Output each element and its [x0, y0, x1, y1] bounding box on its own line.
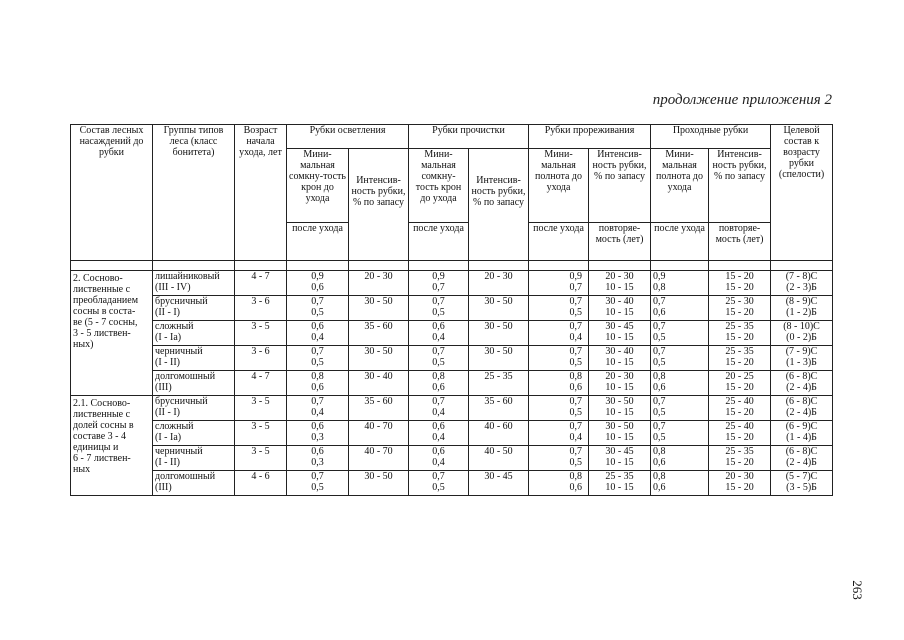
table-row	[71, 271, 833, 296]
cell-line: 0,7	[569, 346, 583, 357]
forest-type-cell	[153, 471, 235, 496]
lighting-closure-cell	[287, 421, 349, 446]
cell-line: (8 - 9)С	[785, 296, 818, 307]
cell-line: 30 - 40	[605, 296, 634, 307]
cleaning-closure-cell	[409, 271, 469, 296]
cleaning-intensity-cell: 40 - 50	[469, 446, 529, 471]
cell-line: сложный	[155, 321, 194, 332]
cell-line: 25 - 35	[725, 446, 754, 457]
cell-line: лиственные с	[73, 409, 131, 420]
cell-line: (III)	[155, 382, 172, 393]
cell-line: единицы и	[73, 442, 119, 453]
silviculture-table	[70, 124, 833, 496]
cell-line: 30 - 45	[605, 321, 634, 332]
thinning-density-cell	[529, 471, 589, 496]
cell-line: 0,6	[432, 382, 445, 393]
cell-line: долей сосны в	[73, 420, 134, 431]
cell-line: 0,6	[569, 482, 583, 493]
cell-line: 0,7	[432, 296, 445, 307]
cell-line: 0,4	[432, 332, 445, 343]
cell-line: (1 - 4)Б	[786, 432, 817, 443]
cell-line: лиственные с	[73, 284, 131, 295]
cell-line: 0,4	[311, 332, 324, 343]
cell-line: 10 - 15	[605, 457, 634, 468]
cell-line: 0,8	[653, 446, 666, 457]
cell-line: 0,7	[311, 471, 324, 482]
passing-intensity-cell	[709, 271, 771, 296]
thinning-density-cell	[529, 271, 589, 296]
cell-line: лишайниковый	[155, 271, 220, 282]
lighting-intensity-cell: 35 - 60	[349, 396, 409, 421]
target-composition-cell	[771, 296, 833, 321]
target-composition-cell	[771, 446, 833, 471]
header-passing: Проходные рубки	[651, 125, 771, 149]
cleaning-intensity-cell: 30 - 45	[469, 471, 529, 496]
passing-density-cell	[651, 421, 709, 446]
passing-intensity-cell	[709, 371, 771, 396]
cell-line: 0,9	[569, 271, 583, 282]
passing-density-cell	[651, 296, 709, 321]
cell-line: (6 - 8)С	[785, 396, 818, 407]
cell-line: (2 - 4)Б	[786, 457, 817, 468]
thinning-density-cell	[529, 371, 589, 396]
passing-density-cell	[651, 371, 709, 396]
header-lighting-intensity: Интенсив-ность рубки, % по запасу	[349, 149, 409, 261]
header-thinning-density: Мини-мальная полнота до ухода	[529, 149, 589, 223]
group-label	[71, 396, 153, 496]
cell-line: (7 - 9)С	[785, 346, 818, 357]
cell-line: (III - IV)	[155, 282, 191, 293]
lighting-intensity-cell: 40 - 70	[349, 446, 409, 471]
cell-line: (6 - 8)С	[785, 371, 818, 382]
cell-line: (0 - 2)Б	[786, 332, 817, 343]
start-age-cell: 3 - 5	[235, 421, 287, 446]
cell-line: 0,5	[653, 407, 666, 418]
cell-line: (II - I)	[155, 307, 180, 318]
cell-line: 0,5	[569, 307, 583, 318]
cell-line: 0,5	[432, 482, 445, 493]
lighting-intensity-cell: 30 - 50	[349, 471, 409, 496]
lighting-intensity-cell: 40 - 70	[349, 421, 409, 446]
cell-line: 0,4	[311, 407, 324, 418]
passing-density-cell	[651, 396, 709, 421]
lighting-closure-cell	[287, 371, 349, 396]
cell-line: (I - II)	[155, 357, 180, 368]
cell-line: 10 - 15	[605, 307, 634, 318]
lighting-closure-cell	[287, 346, 349, 371]
table-row	[71, 371, 833, 396]
lighting-closure-cell	[287, 396, 349, 421]
cell-line: 0,4	[569, 332, 583, 343]
cleaning-intensity-cell: 40 - 60	[469, 421, 529, 446]
cell-line: 0,4	[569, 432, 583, 443]
cell-line: 6 - 7 листвен-	[73, 453, 131, 464]
cell-line: 0,5	[311, 307, 324, 318]
cleaning-intensity-cell: 25 - 35	[469, 371, 529, 396]
cell-line: 15 - 20	[725, 457, 754, 468]
cell-line: сосны в соста-	[73, 306, 136, 317]
cleaning-closure-cell	[409, 446, 469, 471]
cell-line: 0,6	[311, 382, 324, 393]
lighting-closure-cell	[287, 271, 349, 296]
cell-line: 0,6	[432, 421, 445, 432]
forest-type-cell	[153, 346, 235, 371]
cell-line: ве (5 - 7 сосны,	[73, 317, 138, 328]
cleaning-intensity-cell: 30 - 50	[469, 346, 529, 371]
cell-line: долгомошный	[155, 371, 216, 382]
cell-line: 0,7	[432, 282, 445, 293]
cell-line: 0,4	[432, 432, 445, 443]
header-target: Целевой состав к возрасту рубки (спелости)	[771, 125, 833, 261]
cell-line: 25 - 35	[605, 471, 634, 482]
header-lighting: Рубки осветления	[287, 125, 409, 149]
cell-line: (2 - 3)Б	[786, 282, 817, 293]
cell-line: 0,8	[569, 471, 583, 482]
cell-line: 30 - 50	[605, 396, 634, 407]
cell-line: 0,9	[653, 271, 666, 282]
forest-type-cell	[153, 371, 235, 396]
lighting-closure-cell	[287, 296, 349, 321]
passing-intensity-cell	[709, 446, 771, 471]
target-composition-cell	[771, 371, 833, 396]
cell-line: 0,7	[311, 396, 324, 407]
cell-line: 20 - 25	[725, 371, 754, 382]
cell-line: черничный	[155, 446, 203, 457]
thinning-density-cell	[529, 346, 589, 371]
start-age-cell: 3 - 6	[235, 296, 287, 321]
forest-type-cell	[153, 396, 235, 421]
cleaning-intensity-cell: 35 - 60	[469, 396, 529, 421]
target-composition-cell	[771, 471, 833, 496]
cell-line: (6 - 8)С	[785, 446, 818, 457]
header-thinning-after: после ухода	[529, 223, 589, 261]
cell-line: 0,5	[432, 357, 445, 368]
cell-line: 15 - 20	[725, 407, 754, 418]
cell-line: 0,6	[653, 307, 666, 318]
lighting-closure-cell	[287, 471, 349, 496]
cell-line: 25 - 35	[725, 346, 754, 357]
cell-line: брусничный	[155, 396, 208, 407]
cell-line: 0,7	[653, 296, 666, 307]
cell-line: 0,8	[432, 371, 445, 382]
group-label	[71, 271, 153, 396]
thinning-intensity-cell	[589, 346, 651, 371]
header-spacer	[71, 261, 833, 271]
thinning-intensity-cell	[589, 371, 651, 396]
page-number: 263	[849, 580, 865, 600]
forest-type-cell	[153, 296, 235, 321]
thinning-density-cell	[529, 321, 589, 346]
forest-type-cell	[153, 271, 235, 296]
cell-line: 0,7	[569, 446, 583, 457]
passing-density-cell	[651, 471, 709, 496]
target-composition-cell	[771, 421, 833, 446]
cell-line: 0,6	[311, 321, 324, 332]
table-row	[71, 321, 833, 346]
cell-line: (II - I)	[155, 407, 180, 418]
forest-type-cell	[153, 446, 235, 471]
header-cleaning-after: после ухода	[409, 223, 469, 261]
passing-density-cell	[651, 446, 709, 471]
cell-line: 0,7	[432, 396, 445, 407]
cell-line: 0,6	[653, 382, 666, 393]
table-row	[71, 396, 833, 421]
cell-line: 10 - 15	[605, 432, 634, 443]
cell-line: (1 - 2)Б	[786, 307, 817, 318]
cell-line: 15 - 20	[725, 482, 754, 493]
cell-line: 0,7	[569, 396, 583, 407]
cell-line: ных)	[73, 339, 94, 350]
cell-line: 0,3	[311, 457, 324, 468]
cell-line: 0,5	[432, 307, 445, 318]
lighting-intensity-cell: 30 - 50	[349, 296, 409, 321]
passing-intensity-cell	[709, 421, 771, 446]
header-cleaning: Рубки прочистки	[409, 125, 529, 149]
cell-line: (1 - 3)Б	[786, 357, 817, 368]
header-composition: Состав лесных насаждений до рубки	[71, 125, 153, 261]
thinning-intensity-cell	[589, 396, 651, 421]
table-row	[71, 446, 833, 471]
cell-line: 0,6	[311, 282, 324, 293]
cell-line: 0,7	[653, 346, 666, 357]
cell-line: (7 - 8)С	[785, 271, 818, 282]
cell-line: 0,7	[569, 296, 583, 307]
passing-intensity-cell	[709, 471, 771, 496]
start-age-cell: 4 - 7	[235, 271, 287, 296]
cell-line: 0,7	[569, 421, 583, 432]
cell-line: 15 - 20	[725, 432, 754, 443]
cell-line: (I - II)	[155, 457, 180, 468]
cell-line: 0,7	[569, 282, 583, 293]
cell-line: 0,5	[569, 407, 583, 418]
cell-line: 0,8	[311, 371, 324, 382]
passing-intensity-cell	[709, 396, 771, 421]
lighting-closure-cell	[287, 446, 349, 471]
cell-line: (8 - 10)С	[783, 321, 820, 332]
cleaning-closure-cell	[409, 471, 469, 496]
cell-line: брусничный	[155, 296, 208, 307]
target-composition-cell	[771, 346, 833, 371]
cell-line: 0,4	[432, 457, 445, 468]
start-age-cell: 3 - 6	[235, 346, 287, 371]
cell-line: 0,6	[432, 446, 445, 457]
cell-line: 0,8	[653, 282, 666, 293]
start-age-cell: 3 - 5	[235, 446, 287, 471]
cell-line: сложный	[155, 421, 194, 432]
cell-line: (6 - 9)С	[785, 421, 818, 432]
forest-type-cell	[153, 321, 235, 346]
forest-type-cell	[153, 421, 235, 446]
start-age-cell: 4 - 7	[235, 371, 287, 396]
cell-line: 2. Сосново-	[73, 273, 123, 284]
cell-line: 0,6	[311, 421, 324, 432]
header-passing-density: Мини-мальная полнота до ухода	[651, 149, 709, 223]
cell-line: 0,6	[569, 382, 583, 393]
lighting-intensity-cell: 20 - 30	[349, 271, 409, 296]
cell-line: 0,6	[311, 446, 324, 457]
cell-line: черничный	[155, 346, 203, 357]
thinning-intensity-cell	[589, 446, 651, 471]
cell-line: 15 - 20	[725, 307, 754, 318]
header-thinning: Рубки прореживания	[529, 125, 651, 149]
cleaning-closure-cell	[409, 346, 469, 371]
passing-intensity-cell	[709, 321, 771, 346]
header-forest-groups: Группы типов леса (класс бонитета)	[153, 125, 235, 261]
cell-line: 0,5	[653, 357, 666, 368]
cell-line: 10 - 15	[605, 332, 634, 343]
start-age-cell: 3 - 5	[235, 396, 287, 421]
lighting-intensity-cell: 35 - 60	[349, 321, 409, 346]
passing-density-cell	[651, 346, 709, 371]
passing-density-cell	[651, 321, 709, 346]
cleaning-closure-cell	[409, 396, 469, 421]
cell-line: 0,9	[432, 271, 445, 282]
cell-line: 15 - 20	[725, 332, 754, 343]
cell-line: 0,8	[653, 371, 666, 382]
cell-line: 30 - 50	[605, 421, 634, 432]
cell-line: 0,7	[432, 346, 445, 357]
target-composition-cell	[771, 396, 833, 421]
header-passing-after: после ухода	[651, 223, 709, 261]
cell-line: 0,7	[432, 471, 445, 482]
cell-line: 30 - 40	[605, 346, 634, 357]
lighting-closure-cell	[287, 321, 349, 346]
passing-intensity-cell	[709, 346, 771, 371]
header-thinning-repeat: повторяе-мость (лет)	[589, 223, 651, 261]
start-age-cell: 4 - 6	[235, 471, 287, 496]
target-composition-cell	[771, 271, 833, 296]
cell-line: 15 - 20	[725, 271, 754, 282]
cell-line: (I - Ia)	[155, 432, 182, 443]
cell-line: (2 - 4)Б	[786, 407, 817, 418]
cell-line: преобладанием	[73, 295, 139, 306]
cell-line: 0,7	[653, 321, 666, 332]
cell-line: 0,8	[653, 471, 666, 482]
table-row	[71, 346, 833, 371]
header-passing-intensity: Интенсив-ность рубки, % по запасу	[709, 149, 771, 223]
cell-line: 10 - 15	[605, 282, 634, 293]
cleaning-closure-cell	[409, 421, 469, 446]
cell-line: 15 - 20	[725, 382, 754, 393]
thinning-intensity-cell	[589, 321, 651, 346]
cell-line: 0,7	[311, 296, 324, 307]
cell-line: 0,7	[653, 421, 666, 432]
cell-line: 10 - 15	[605, 357, 634, 368]
cell-line: 3 - 5 листвен-	[73, 328, 131, 339]
cell-line: 0,3	[311, 432, 324, 443]
page-heading: продолжение приложения 2	[652, 92, 832, 108]
table-row	[71, 471, 833, 496]
header-passing-repeat: повторяе-мость (лет)	[709, 223, 771, 261]
cell-line: 0,9	[311, 271, 324, 282]
cleaning-closure-cell	[409, 321, 469, 346]
cell-line: 20 - 30	[605, 371, 634, 382]
cell-line: 0,8	[569, 371, 583, 382]
header-cleaning-intensity: Интенсив-ность рубки, % по запасу	[469, 149, 529, 261]
passing-density-cell	[651, 271, 709, 296]
cell-line: 25 - 40	[725, 396, 754, 407]
header-lighting-closure: Мини-мальная сомкну-тость крон до ухода	[287, 149, 349, 223]
thinning-intensity-cell	[589, 471, 651, 496]
cell-line: 2.1. Сосново-	[73, 398, 131, 409]
cleaning-intensity-cell: 30 - 50	[469, 321, 529, 346]
cleaning-closure-cell	[409, 296, 469, 321]
cell-line: 10 - 15	[605, 407, 634, 418]
cell-line: долгомошный	[155, 471, 216, 482]
cell-line: (5 - 7)С	[785, 471, 818, 482]
cell-line: 0,5	[569, 457, 583, 468]
cell-line: 20 - 30	[725, 471, 754, 482]
thinning-intensity-cell	[589, 296, 651, 321]
cell-line: 0,5	[653, 432, 666, 443]
cell-line: (III)	[155, 482, 172, 493]
thinning-density-cell	[529, 396, 589, 421]
passing-intensity-cell	[709, 296, 771, 321]
cell-line: 15 - 20	[725, 357, 754, 368]
target-composition-cell	[771, 321, 833, 346]
header-cleaning-closure: Мини-мальная сомкну-тость крон до ухода	[409, 149, 469, 223]
cell-line: 0,6	[653, 457, 666, 468]
cell-line: (3 - 5)Б	[786, 482, 817, 493]
lighting-intensity-cell: 30 - 50	[349, 346, 409, 371]
cell-line: (2 - 4)Б	[786, 382, 817, 393]
cell-line: 30 - 45	[605, 446, 634, 457]
header-start-age: Возраст начала ухода, лет	[235, 125, 287, 261]
thinning-intensity-cell	[589, 271, 651, 296]
thinning-intensity-cell	[589, 421, 651, 446]
cell-line: 0,7	[653, 396, 666, 407]
cell-line: 0,7	[569, 321, 583, 332]
cell-line: 0,4	[432, 407, 445, 418]
cell-line: 0,6	[653, 482, 666, 493]
header-lighting-after: после ухода	[287, 223, 349, 261]
cell-line: 15 - 20	[725, 282, 754, 293]
cell-line: 10 - 15	[605, 482, 634, 493]
cell-line: 0,5	[569, 357, 583, 368]
thinning-density-cell	[529, 296, 589, 321]
table-row	[71, 421, 833, 446]
cleaning-closure-cell	[409, 371, 469, 396]
cleaning-intensity-cell: 30 - 50	[469, 296, 529, 321]
cell-line: (I - Ia)	[155, 332, 182, 343]
cell-line: 0,5	[311, 357, 324, 368]
cell-line: составе 3 - 4	[73, 431, 126, 442]
cell-line: 25 - 35	[725, 321, 754, 332]
cell-line: 0,5	[653, 332, 666, 343]
header-thinning-intensity: Интенсив-ность рубки, % по запасу	[589, 149, 651, 223]
start-age-cell: 3 - 5	[235, 321, 287, 346]
cell-line: 0,5	[311, 482, 324, 493]
lighting-intensity-cell: 30 - 40	[349, 371, 409, 396]
cell-line: 25 - 30	[725, 296, 754, 307]
thinning-density-cell	[529, 421, 589, 446]
cell-line: 25 - 40	[725, 421, 754, 432]
cell-line: 0,6	[432, 321, 445, 332]
cell-line: 0,7	[311, 346, 324, 357]
table-row	[71, 296, 833, 321]
cell-line: 20 - 30	[605, 271, 634, 282]
thinning-density-cell	[529, 446, 589, 471]
cleaning-intensity-cell: 20 - 30	[469, 271, 529, 296]
cell-line: 10 - 15	[605, 382, 634, 393]
cell-line: ных	[73, 464, 91, 475]
